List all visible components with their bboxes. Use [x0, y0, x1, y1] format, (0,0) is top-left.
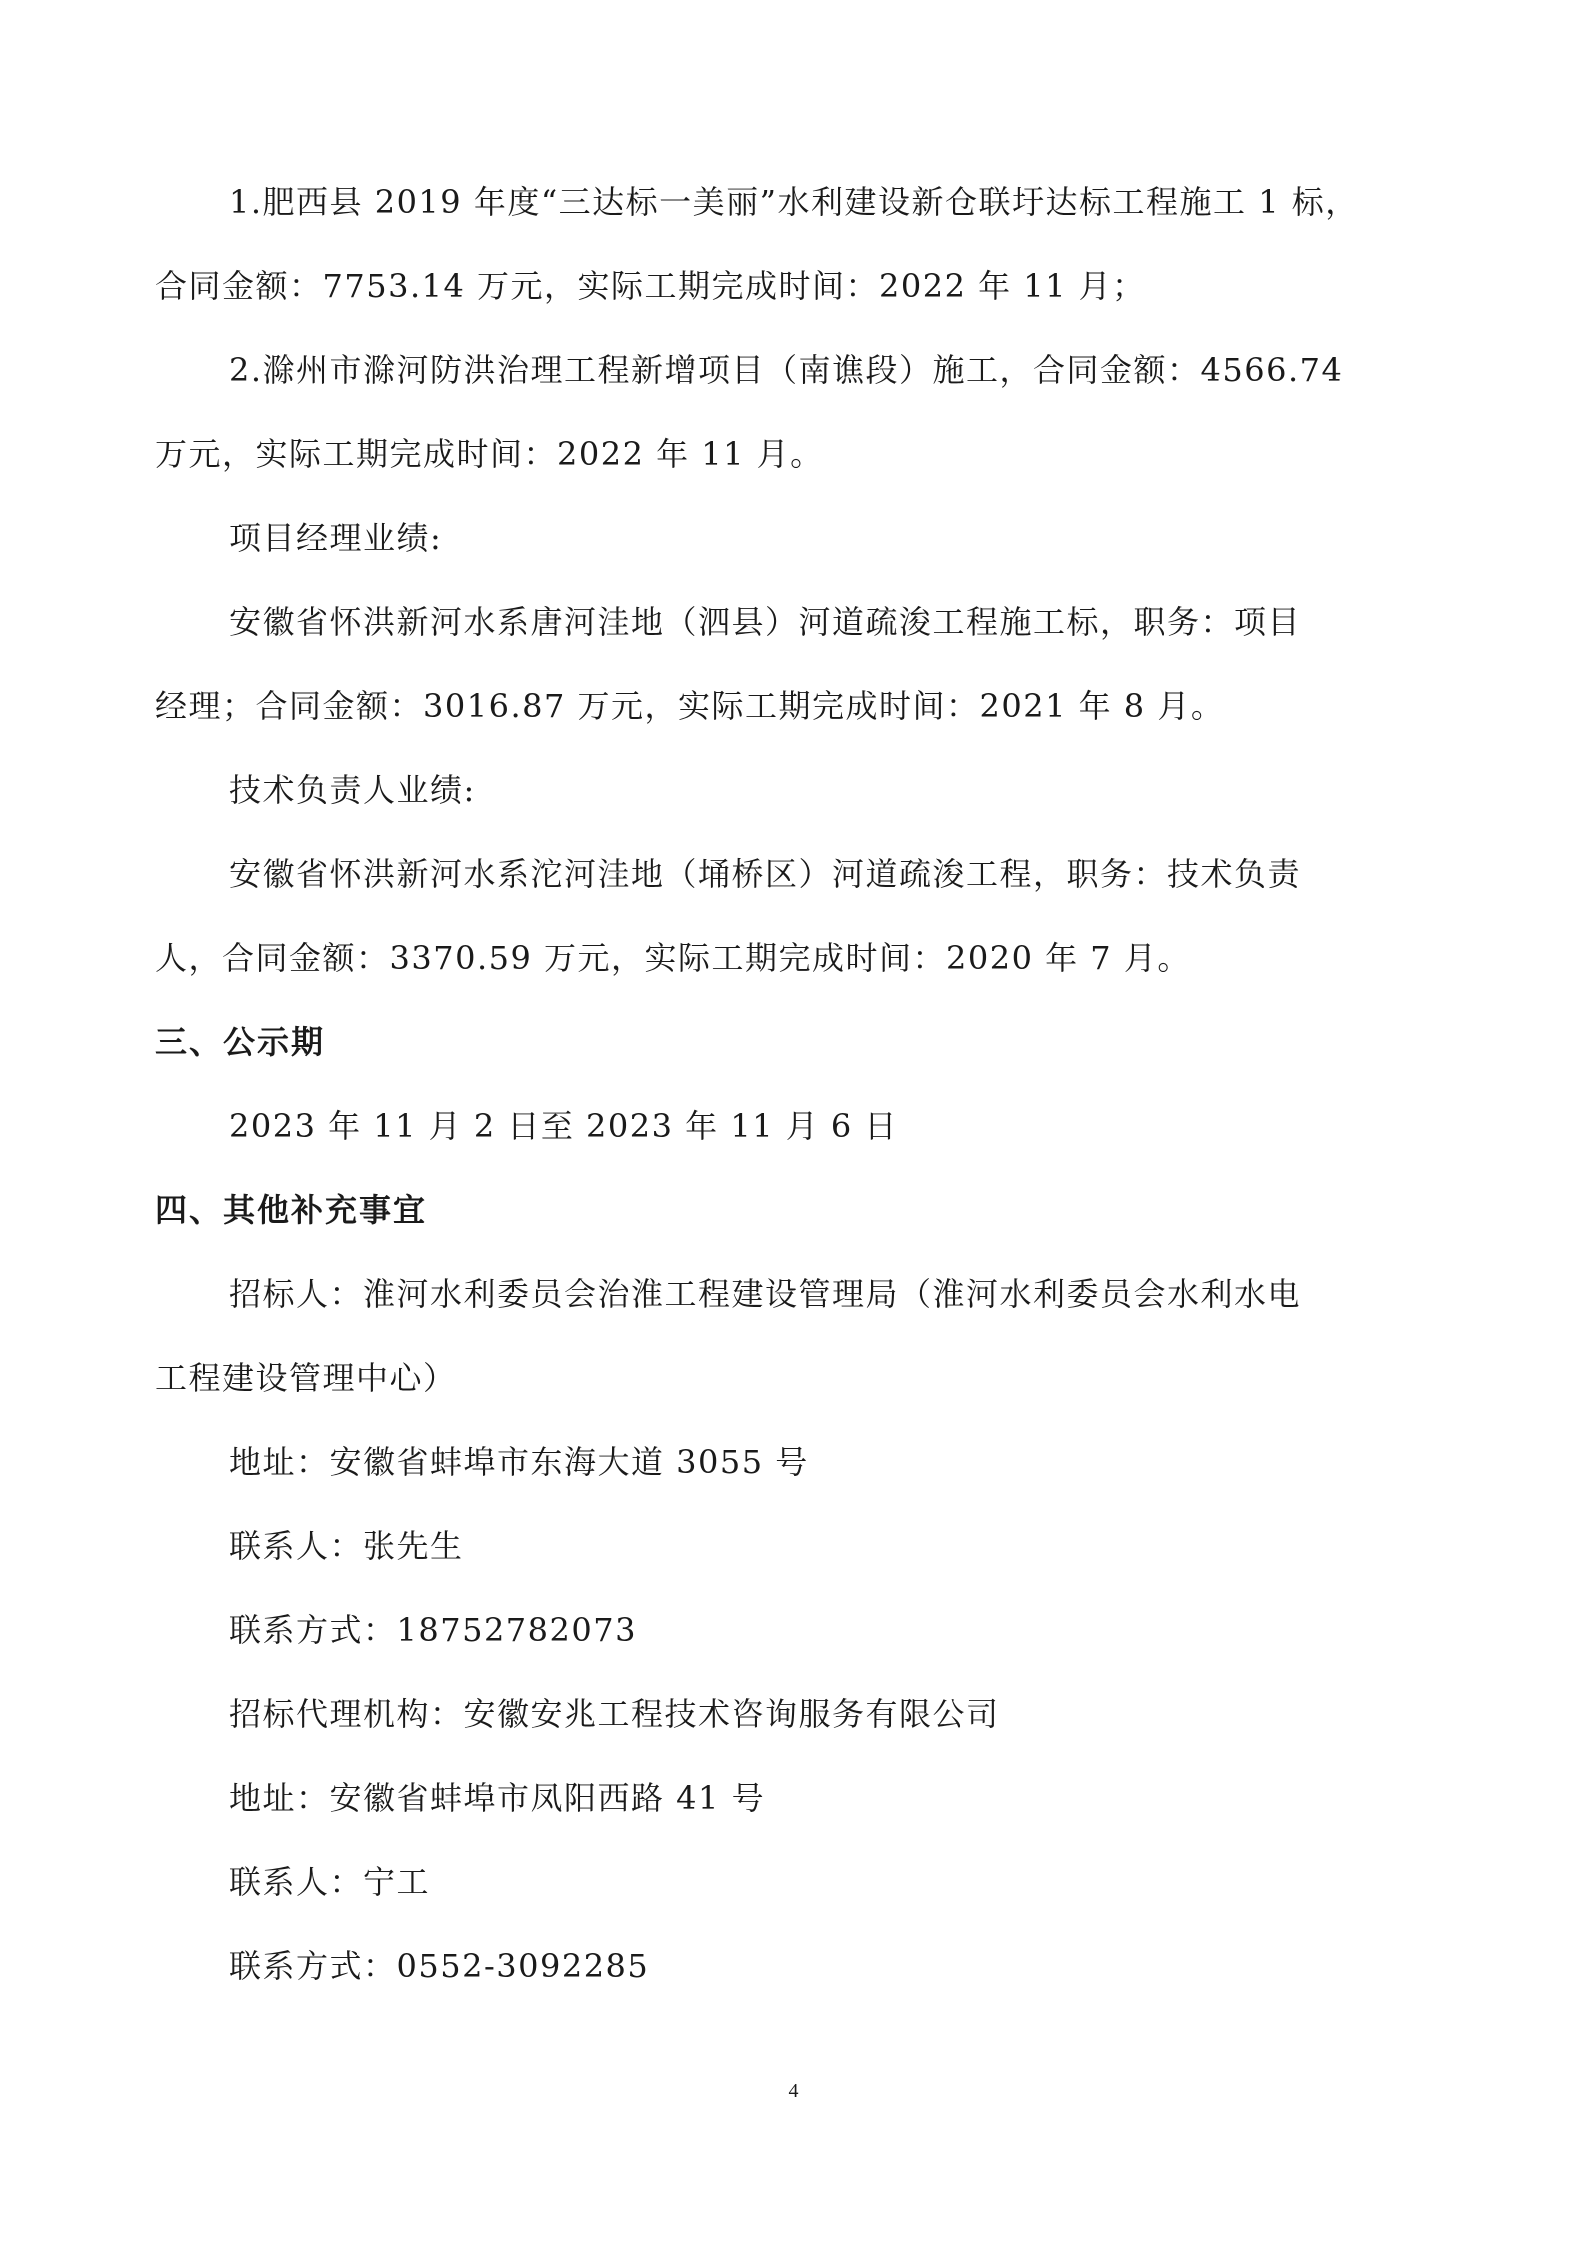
agency-name: 招标代理机构：安徽安兆工程技术咨询服务有限公司 — [229, 1695, 1000, 1733]
technical-lead-line-2: 人，合同金额：3370.59 万元，实际工期完成时间：2020 年 7 月。 — [155, 939, 1191, 977]
tenderer-line-1: 招标人：淮河水利委员会治淮工程建设管理局（淮河水利委员会水利水电 — [229, 1275, 1302, 1313]
section-heading-other-matters: 四、其他补充事宜 — [155, 1191, 428, 1229]
page-number: 4 — [788, 2080, 799, 2102]
technical-lead-title: 技术负责人业绩: — [229, 771, 476, 809]
tenderer-contact: 联系人：张先生 — [229, 1527, 464, 1565]
performance-item-2-line-1: 2.滁州市滁河防洪治理工程新增项目（南谯段）施工，合同金额：4566.74 — [229, 351, 1344, 389]
tenderer-line-2: 工程建设管理中心） — [155, 1359, 457, 1397]
technical-lead-line-1: 安徽省怀洪新河水系沱河洼地（埇桥区）河道疏浚工程，职务：技术负责 — [229, 855, 1302, 893]
performance-item-2-line-2: 万元，实际工期完成时间：2022 年 11 月。 — [155, 435, 824, 473]
agency-contact: 联系人：宁工 — [229, 1863, 431, 1901]
performance-item-1-line-2: 合同金额：7753.14 万元，实际工期完成时间：2022 年 11 月； — [155, 267, 1146, 305]
project-manager-title: 项目经理业绩: — [229, 519, 443, 557]
document-body — [155, 160, 1435, 2008]
project-manager-line-1: 安徽省怀洪新河水系唐河洼地（泗县）河道疏浚工程施工标，职务：项目 — [229, 603, 1302, 641]
tenderer-address: 地址：安徽省蚌埠市东海大道 3055 号 — [229, 1443, 809, 1481]
publicity-period-dates: 2023 年 11 月 2 日至 2023 年 11 月 6 日 — [229, 1107, 898, 1145]
project-manager-line-2: 经理；合同金额：3016.87 万元，实际工期完成时间：2021 年 8 月。 — [155, 687, 1225, 725]
agency-phone: 联系方式：0552-3092285 — [229, 1947, 650, 1985]
tenderer-phone: 联系方式：18752782073 — [229, 1611, 637, 1649]
section-heading-publicity-period: 三、公示期 — [155, 1023, 326, 1061]
performance-item-1-line-1: 1.肥西县 2019 年度“三达标一美丽”水利建设新仓联圩达标工程施工 1 标， — [229, 183, 1359, 221]
agency-address: 地址：安徽省蚌埠市凤阳西路 41 号 — [229, 1779, 766, 1817]
